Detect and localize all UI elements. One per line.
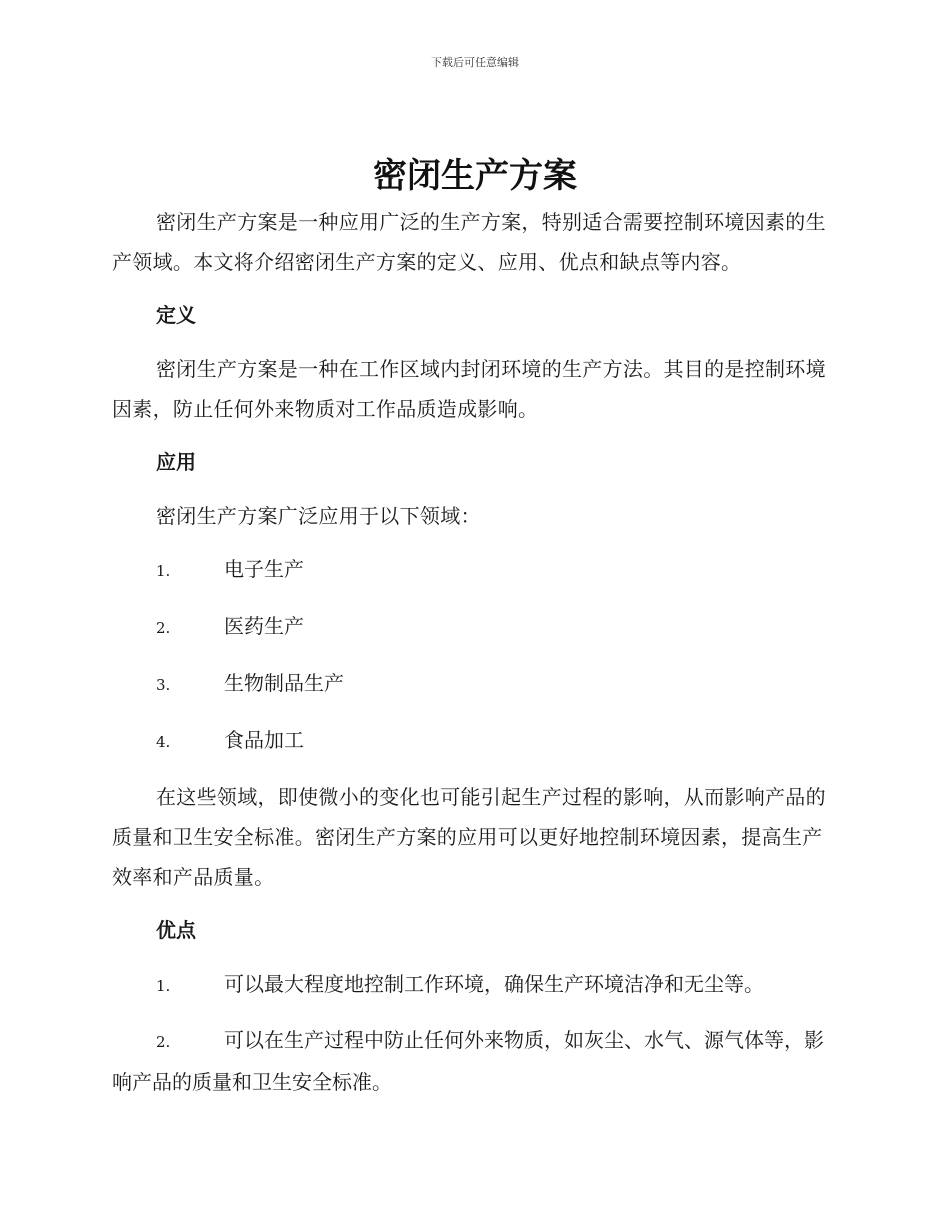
application-heading: 应用: [156, 450, 196, 474]
application-closing-paragraph: 在这些领域，即使微小的变化也可能引起生产过程的影响，从而影响产品的质量和卫生安全标准。密闭生产方案的应用可以更好地控制环境因素，提高生产效率和产品质量。: [112, 785, 826, 889]
advantages-heading: 优点: [156, 918, 196, 942]
list-number: 2.: [156, 1033, 171, 1051]
list-number: 3.: [156, 676, 171, 694]
list-text: 电子生产: [224, 557, 304, 581]
advantage-item: [112, 964, 832, 1006]
list-text: 生物制品生产: [224, 671, 344, 695]
advantage-item: [112, 1020, 832, 1102]
list-number: 2.: [156, 619, 171, 637]
advantage-text: 可以最大程度地控制工作环境，确保生产环境洁净和无尘等。: [224, 972, 764, 996]
list-item: [112, 663, 832, 705]
list-number: 4.: [156, 733, 171, 751]
list-text: 医药生产: [224, 614, 304, 638]
list-item: [112, 549, 832, 591]
list-text: 食品加工: [224, 728, 304, 752]
definition-heading: 定义: [156, 303, 196, 327]
advantage-text: 可以在生产过程中防止任何外来物质，如灰尘、水气、源气体等，影响产品的质量和卫生安全标准。: [112, 1028, 824, 1094]
list-number: 1.: [156, 562, 171, 580]
intro-paragraph: 密闭生产方案是一种应用广泛的生产方案，特别适合需要控制环境因素的生产领域。本文将介绍密闭生产方案的定义、应用、优点和缺点等内容。: [112, 210, 826, 274]
document-body: [112, 202, 832, 1116]
list-item: [112, 720, 832, 762]
application-lead: 密闭生产方案广泛应用于以下领域：: [156, 504, 481, 528]
list-item: [112, 606, 832, 648]
header-note: 下载后可任意编辑: [431, 56, 519, 69]
list-number: 1.: [156, 977, 171, 995]
definition-paragraph: 密闭生产方案是一种在工作区域内封闭环境的生产方法。其目的是控制环境因素，防止任何外来物质对工作品质造成影响。: [112, 357, 826, 421]
document-title: 密闭生产方案: [373, 156, 577, 196]
